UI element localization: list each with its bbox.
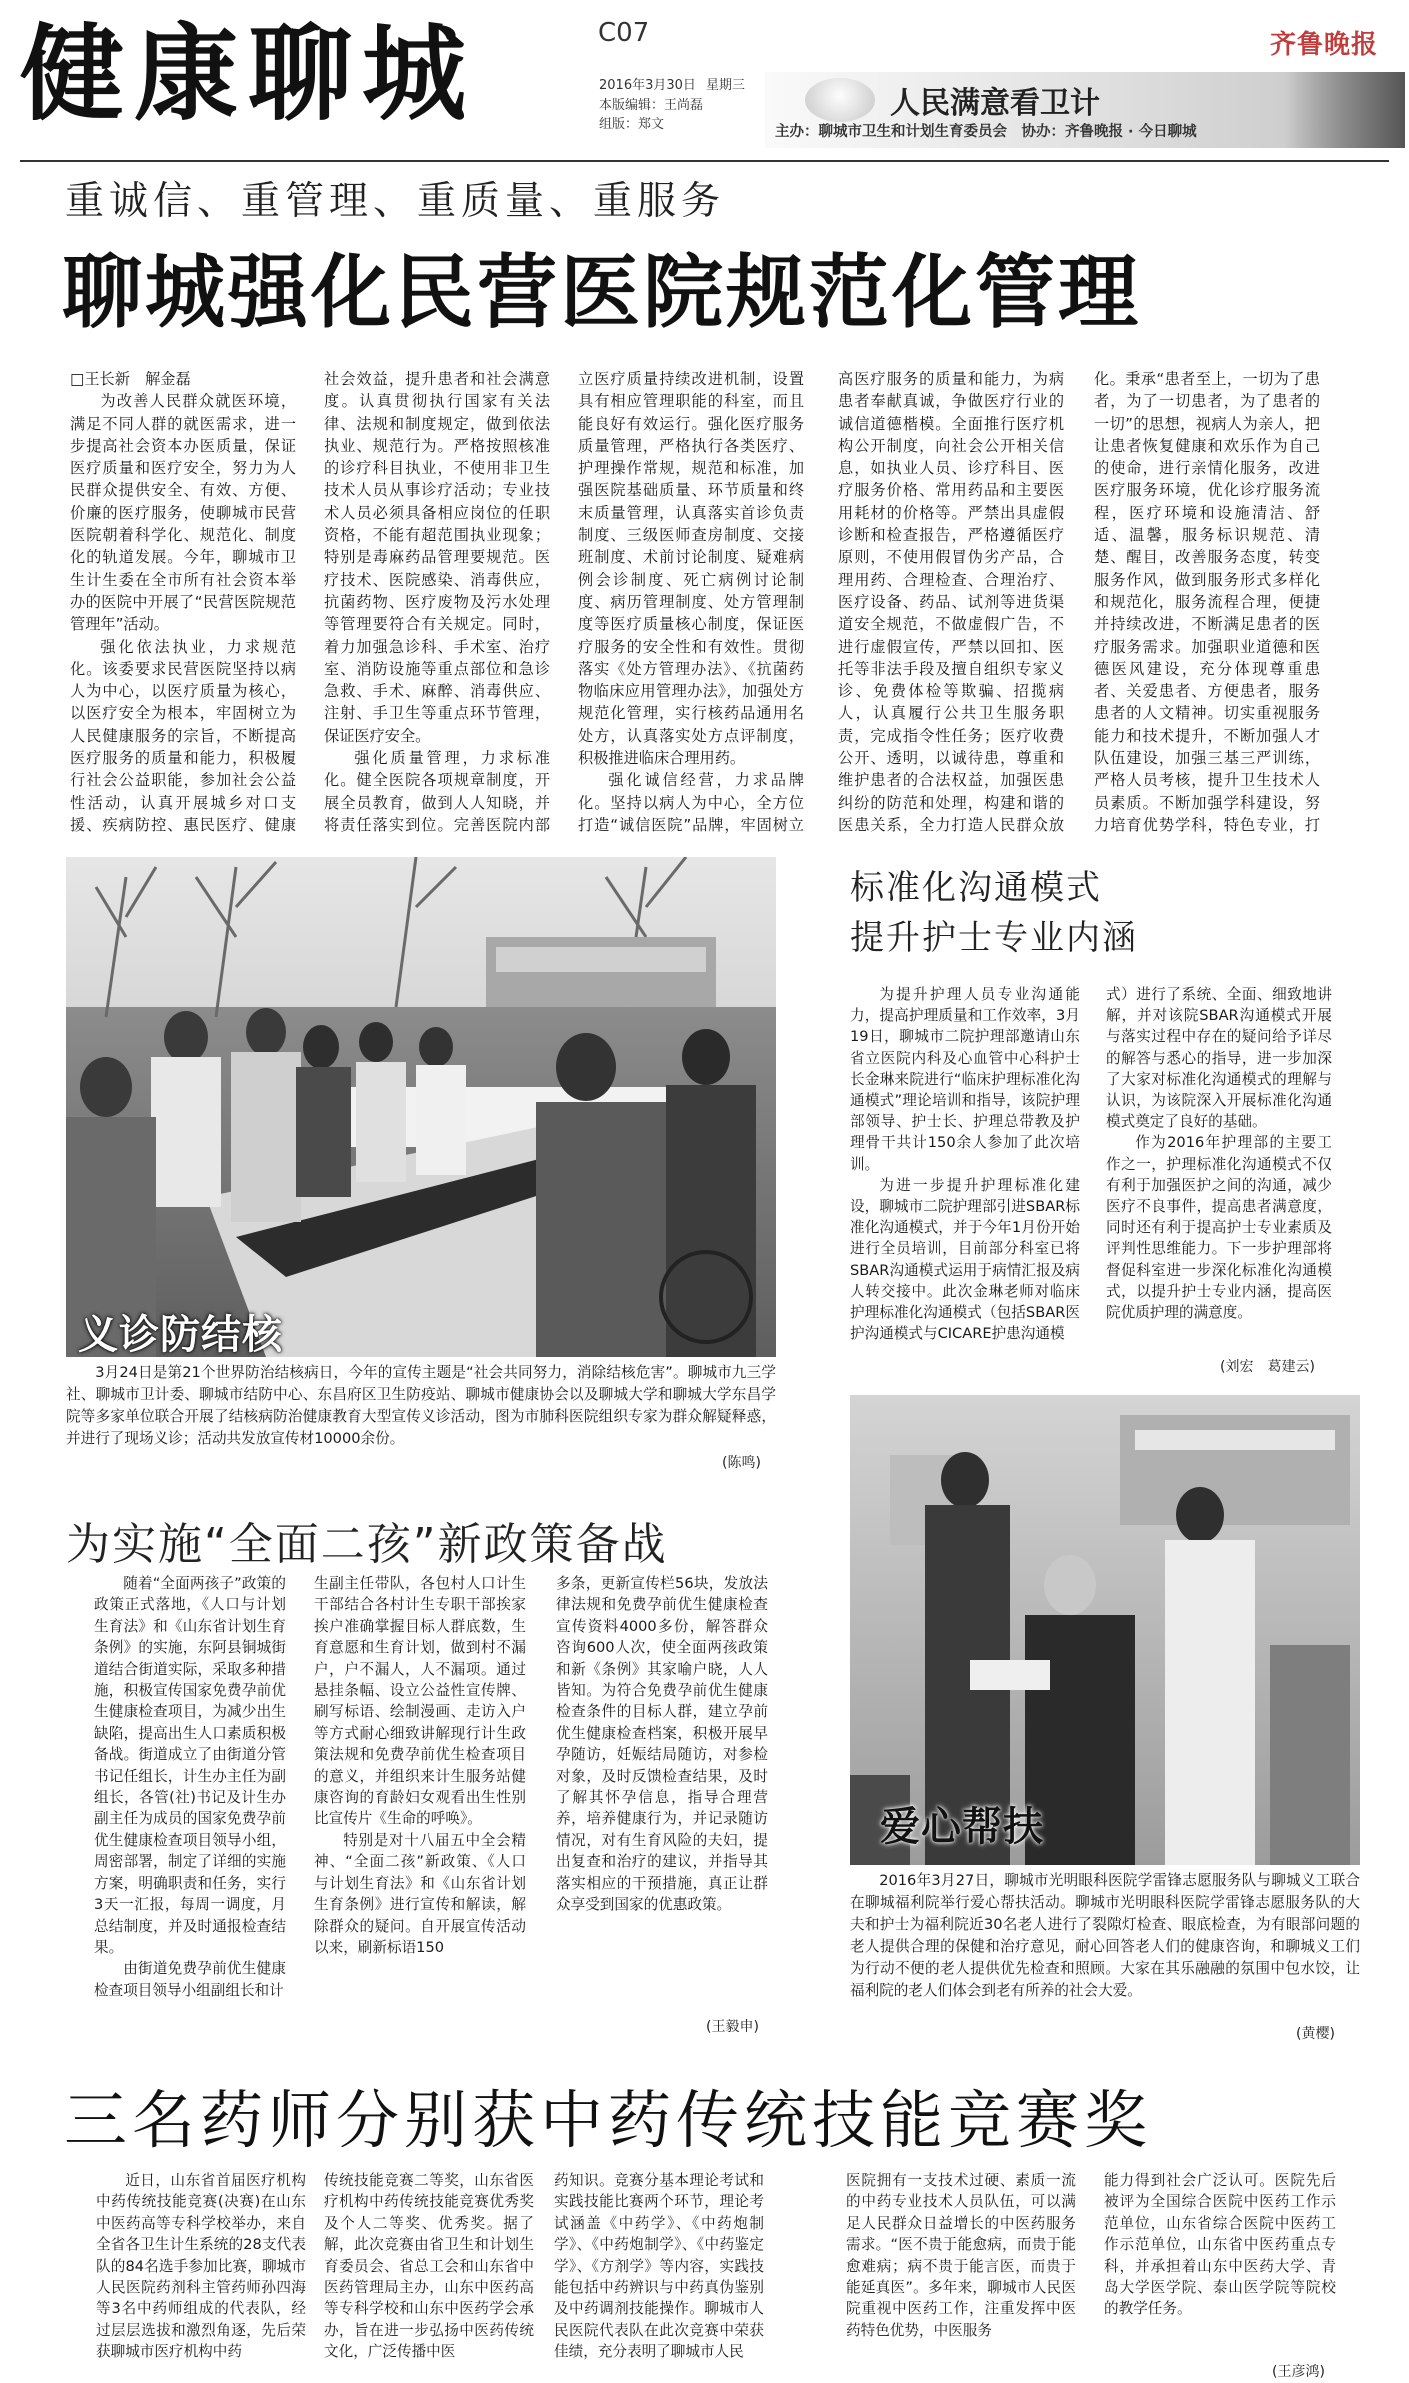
- article3-paragraph: 生副主任带队，各包村人口计生干部结合各村计生专职干部挨家挨户准确掌握目标人群底数，生育意愿和生育计划，做到村不漏户，户不漏人，人不漏项。通过悬挂条幅、设立公益性宣传牌、刷写标语、绘制漫画、走访入户等方式耐心细致讲解现行计生政策法规和免费孕前优生检查项目的意义，并组织来计生服务站健康咨询的育龄妇女观看出生性别比宣传片《生命的呼唤》。: [314, 1575, 526, 1828]
- article4-paragraph: 能力得到社会广泛认可。医院先后被评为全国综合医院中医药工作示范单位，山东省综合医院中医药工作示范单位，山东省中医药重点专科，并承担着山东中医药大学、青岛大学医学院、泰山医学院等院校的教学任务。: [1104, 2172, 1336, 2318]
- article2-col2: [1106, 984, 1332, 1364]
- article2-subtitle: 提升护士专业内涵: [850, 918, 1138, 958]
- article1-paragraph: 高医疗服务的质量和能力，为病患者奉献真诚，争做医疗行业的诚信道德楷模。全面推行医疗机构公开制度，向社会公开相关信息，如执业人员、诊疗科目、医疗服务价格、常用药品和主要医用耗材的价格等。严禁出具虚假诊断和检查报告，严格遵循医疗原则，不使用假冒伪劣产品，合理用药、合理检查、合理治疗、医疗设备、药品、试剂等进货渠道安全规范，不做虚假广告，不进行虚假宣传，严禁以回扣、医托等非法手段及擅自组织专家义诊、免费体检等欺骗、招揽病人，认真履行公共卫生服务职责，完成指令性任务；医疗收费公开、透明，以诚待患，尊重和维护患者的合法权益，加强医患纠纷的防范和处理，构建和谐的医患关系，全力打造人民群众放: [838, 370, 1064, 834]
- article2-paragraph: 式）进行了系统、全面、细致地讲解，并对该院SBAR沟通模式开展与落实过程中存在的疑问给予详尽的解答与悉心的指导，进一步加深了大家对标准化沟通模式的理解与认识，为该院深入开展标准化沟通模式奠定了良好的基础。: [1106, 986, 1332, 1131]
- article3-paragraph: 由街道免费孕前优生健康检查项目领导小组副组长和计: [94, 1960, 286, 1999]
- article3-col2: [314, 1573, 526, 2031]
- article3-col3: [556, 1573, 768, 2013]
- photo-tb-clinic-caption: [66, 1362, 776, 1474]
- article4-col1: [96, 2170, 306, 2382]
- article4-col4: [846, 2170, 1076, 2382]
- section-title: 健康聊城: [20, 13, 477, 135]
- article2-paragraph: 为进一步提升护理标准化建设，聊城市二院护理部引进SBAR标准化沟通模式，并于今年1月份开始进行全员培训，目前部分科室已将SBAR沟通模式运用于病情汇报及病人转交接中。此次金琳老师对临床护理标准化沟通模式（包括SBAR医护沟通模式与CICARE护患沟通模: [850, 1176, 1080, 1343]
- article4-paragraph: 近日，山东省首届医疗机构中药传统技能竞赛(决赛)在山东中医药高等专科学校举办，来自全省各卫生计生系统的28支代表队的84名选手参加比赛，聊城市人民医院药剂科主管药师孙四海等3名中药师组成的代表队，经过层层选拔和激烈角逐，先后荣获聊城市医疗机构中药: [96, 2172, 306, 2361]
- article1-paragraph: 为改善人民群众就医环境，满足不同人群的就医需求，进一步提高社会资本办医质量，保证医疗质量和医疗安全，努力为人民群众提供安全、有效、方便、价廉的医疗服务，使聊城市民营医院朝着科学化、规范化、制度化的轨道发展。今年，聊城市卫生计生委在全市所有社会资本举办的医院中开展了“民营医院规范管理年”活动。: [70, 392, 296, 634]
- article1-paragraph: 立医疗质量持续改进机制，设置具有相应管理职能的科室，而且能良好有效运行。强化医疗服务质量管理，严格执行各类医疗、护理操作常规，规范和标准，加强医院基础质量、环节质量和终末质量管理，认真落实首诊负责制度、三级医师查房制度、交接班制度、术前讨论制度、疑难病例会诊制度、死亡病例讨论制度、病历管理制度、处方管理制度等医疗质量核心制度，保证医疗服务的安全性和有效性。贯彻落实《处方管理办法》、《抗菌药物临床应用管理办法》，加强处方规范化管理，实行核药品通用名处方，认真落实处方点评制度，积极推进临床合理用药。: [578, 370, 804, 768]
- article4-col5: [1104, 2170, 1336, 2362]
- article2-title: 标准化沟通模式: [850, 868, 1102, 908]
- article1-paragraph: 强化诚信经营，力求品牌化。坚持以病人为中心，全方位打造“诚信医院”品牌，牢固树立: [578, 771, 804, 834]
- banner-title: 人民满意看卫计: [890, 86, 1100, 121]
- article4-col3: [554, 2170, 764, 2382]
- article2-paragraph: 为提升护理人员专业沟通能力，提高护理质量和工作效率，3月19日，聊城市二院护理部邀请山东省立医院内科及心血管中心科护士长金琳来院进行“临床护理标准化沟通模式”理论培训和指导，该院护理部领导、护士长、护理总带教及护理骨干共计150余人参加了此次培训。: [850, 986, 1080, 1173]
- page-editor: 本版编辑：王尚磊: [599, 98, 704, 113]
- photo-tb-clinic-caption-text: 3月24日是第21个世界防治结核病日，今年的宣传主题是“社会共同努力，消除结核危害”。聊城市九三学社、聊城市卫计委、聊城市结防中心、东昌府区卫生防疫站、聊城市健康协会以及聊城大学和聊城大学东昌学院等多家单位联合开展了结核病防治健康教育大型宣传义诊活动，图为市肺科医院组织专家为群众解疑释惑，并进行了现场义诊；活动共发放宣传材10000余份。: [66, 1364, 776, 1447]
- article4-title: 三名药师分别获中药传统技能竞赛奖: [64, 2084, 1152, 2157]
- banner-sponsor: 主办：聊城市卫生和计划生育委员会 协办：齐鲁晚报 · 今日聊城: [775, 124, 1197, 140]
- article3-col1: [94, 1573, 286, 2031]
- page-weekday: 星期三: [706, 78, 746, 93]
- article1-col4: [838, 368, 1064, 838]
- article4-paragraph: 传统技能竞赛二等奖，山东省医疗机构中药传统技能竞赛优秀奖及个人二等奖、优秀奖。据了解，此次竞赛由省卫生和计划生育委员会、省总工会和山东省中医药管理局主办，山东中医药高等专科学校和山东中医药学会承办，旨在进一步弘扬中医药传统文化，广泛传播中医: [324, 2172, 534, 2361]
- article1-kicker: 重诚信、重管理、重质量、重服务: [65, 179, 726, 224]
- article1-col5: [1094, 368, 1320, 838]
- article1-paragraph: 强化质量管理，力求标准化。健全医院各项规章制度，开展全员教育，做到人人知晓，并将责任落实到位。完善医院内部: [324, 749, 550, 834]
- photo-caring-help-label: 爱心帮扶: [880, 1804, 1044, 1850]
- article2-credit: (刘宏 葛建云): [1220, 1359, 1315, 1375]
- photo-caring-help-credit: (黄樱): [1296, 2026, 1335, 2042]
- photo-caring-help: [850, 1395, 1360, 1865]
- photo-tb-clinic: [66, 857, 776, 1357]
- article1-title: 聊城强化民营医院规范化管理: [62, 246, 1141, 339]
- photo-caring-help-caption-text: 2016年3月27日，聊城市光明眼科医院学雷锋志愿服务队与聊城义工联合在聊城福利院举行爱心帮扶活动。聊城市光明眼科医院学雷锋志愿服务队的大夫和护士为福利院近30名老人进行了裂隙灯检查、眼底检查，为有眼部问题的老人提供合理的保健和治疗意见，耐心回答老人们的健康咨询，和聊城义工们为行动不便的老人提供优先检查和照顾。大家在其乐融融的氛围中包水饺，让福利院的老人们体会到老有所养的社会大爱。: [850, 1872, 1360, 1999]
- article3-title: 为实施“全面二孩”新政策备战: [66, 1519, 668, 1570]
- photo-caring-help-caption: [850, 1870, 1360, 2046]
- masthead: [0, 0, 1409, 160]
- article1-col1: [70, 368, 296, 838]
- article3-paragraph: 随着“全面两孩子”政策的政策正式落地，《人口与计划生育法》和《山东省计划生育条例》的实施，东阿县铜城街道结合街道实际，采取多种措施，积极宣传国家免费孕前优生健康检查项目，为减少出生缺陷，提高出生人口素质积极备战。街道成立了由街道分管书记任组长，计生办主任为副组长，各管(社)书记及计生办副主任为成员的国家免费孕前优生健康检查项目领导小组，周密部署，制定了详细的实施方案，明确职责和任务，实行3天一汇报，每周一调度，月总结制度，并及时通报检查结果。: [94, 1575, 286, 1956]
- article1-col2: [324, 368, 550, 838]
- page-number: C07: [598, 18, 650, 48]
- photo-tb-clinic-label: 义诊防结核: [78, 1312, 283, 1357]
- banner-portrait: [1285, 72, 1405, 148]
- article3-credit: (王毅申): [706, 2019, 759, 2035]
- article3-paragraph: 特别是对十八届五中全会精神、“全面二孩”新政策、《人口与计划生育法》和《山东省计划生育条例》进行宣传和解读，解除群众的疑问。自开展宣传活动以来，刷新标语150: [314, 1831, 526, 1956]
- page-date: 2016年3月30日: [599, 78, 696, 93]
- article4-credit: (王彦鸿): [1272, 2364, 1325, 2380]
- banner-globe: [805, 78, 875, 122]
- article2-col1: [850, 984, 1080, 1384]
- photo-tb-clinic-credit: (陈鸣): [722, 1455, 761, 1471]
- photo-tb-clinic-scene: [66, 857, 776, 1357]
- article2-paragraph: 作为2016年护理部的主要工作之一，护理标准化沟通模式不仅有利于加强医护之间的沟通，减少医疗不良事件，提高患者满意度，同时还有利于提高护士专业素质及评判性思维能力。下一步护理部将督促科室进一步深化标准化沟通模式，以提升护士专业内涵，提高医院优质护理的满意度。: [1106, 1134, 1332, 1322]
- article3-paragraph: 多条，更新宣传栏56块，发放法律法规和免费孕前优生健康检查宣传资料4000多份，解答群众咨询600人次，使全面两孩政策和新《条例》其家喻户晓，人人皆知。为符合免费孕前优生健康检查条件的目标人群，建立孕前优生健康检查档案，积极开展早孕随访，妊娠结局随访，对参检对象，及时反馈检查结果，及时了解其怀孕信息，指导合理营养，培养健康行为，并记录随访情况，对有生育风险的夫妇，提出复查和治疗的建议，并指导其落实相应的干预措施，真正让群众享受到国家的优惠政策。: [556, 1575, 768, 1914]
- article1-paragraph: 社会效益，提升患者和社会满意度。认真贯彻执行国家有关法律、法规和制度规定，做到依法执业、规范行为。严格按照核准的诊疗科目执业，不使用非卫生技术人员从事诊疗活动；专业技术人员必须具备相应岗位的任职资格，不能有超范围执业现象；特别是毒麻药品管理要规范。医疗技术、医院感染、消毒供应，抗菌药物、医疗废物及污水处理等管理要符合有关规定。同时，着力加强急诊科、手术室、治疗室、消防设施等重点部位和急诊急救、手术、麻醉、消毒供应、注射、手卫生等重点环节管理，保证医疗安全。: [324, 370, 550, 745]
- article1-paragraph: 强化依法执业，力求规范化。该委要求民营医院坚持以病人为中心，以医疗质量为核心，以医疗安全为根本，牢固树立为人民健康服务的宗旨，不断提高医疗服务的质量和能力，积极履行社会公益职能，参加社会公益性活动，认真开展城乡对口支援、疾病防控、惠民医疗、健康: [70, 637, 296, 834]
- article1-byline: □王长新 解金磊: [70, 370, 191, 388]
- page-layout-credit: 组版：郑文: [599, 117, 665, 132]
- article1-col3: [578, 368, 804, 838]
- article4-paragraph: 医院拥有一支技术过硬、素质一流的中药专业技术人员队伍，可以满足人民群众日益增长的中医药服务需求。“医不贵于能愈病，而贵于能愈难病；病不贵于能言医，而贵于能延真医”。多年来，聊城市人民医院重视中医药工作，注重发挥中医药特色优势，中医服务: [846, 2172, 1076, 2339]
- article1-paragraph: 化。秉承“患者至上，一切为了患者，为了一切患者，为了患者的一切”的思想，视病人为亲人，把让患者恢复健康和欢乐作为自己的使命，进行亲情化服务，改进医疗服务环境，优化诊疗服务流程，医疗环境和设施清洁、舒适、温馨，服务标识规范、清楚、醒目，改善服务态度，转变服务作风，做到服务形式多样化和规范化，服务流程合理，便捷并持续改进，不断满足患者的医疗服务需求。加强职业道德和医德医风建设，充分体现尊重患者、关爱患者、方便患者，服务患者的人文精神。切实重视服务能力和技术提升，不断加强人才队伍建设，加强三基三严训练，严格人员考核，提升卫生技术人员素质。不断加强学科建设，努力培育优势学科，特色专业，打: [1094, 370, 1320, 834]
- masthead-divider: [20, 160, 1389, 162]
- brand-logo: 齐鲁晚报: [1270, 30, 1379, 60]
- banner: [765, 72, 1405, 148]
- article4-paragraph: 药知识。竞赛分基本理论考试和实践技能比赛两个环节，理论考试涵盖《中药学》、《中药炮制学》、《中药炮制学》、《中药鉴定学》、《方剂学》等内容，实践技能包括中药辨识与中药真伪鉴别及中药调剂技能操作。聊城市人民医院代表队在此次竞赛中荣获佳绩，充分表明了聊城市人民: [554, 2172, 764, 2361]
- article4-col2: [324, 2170, 534, 2382]
